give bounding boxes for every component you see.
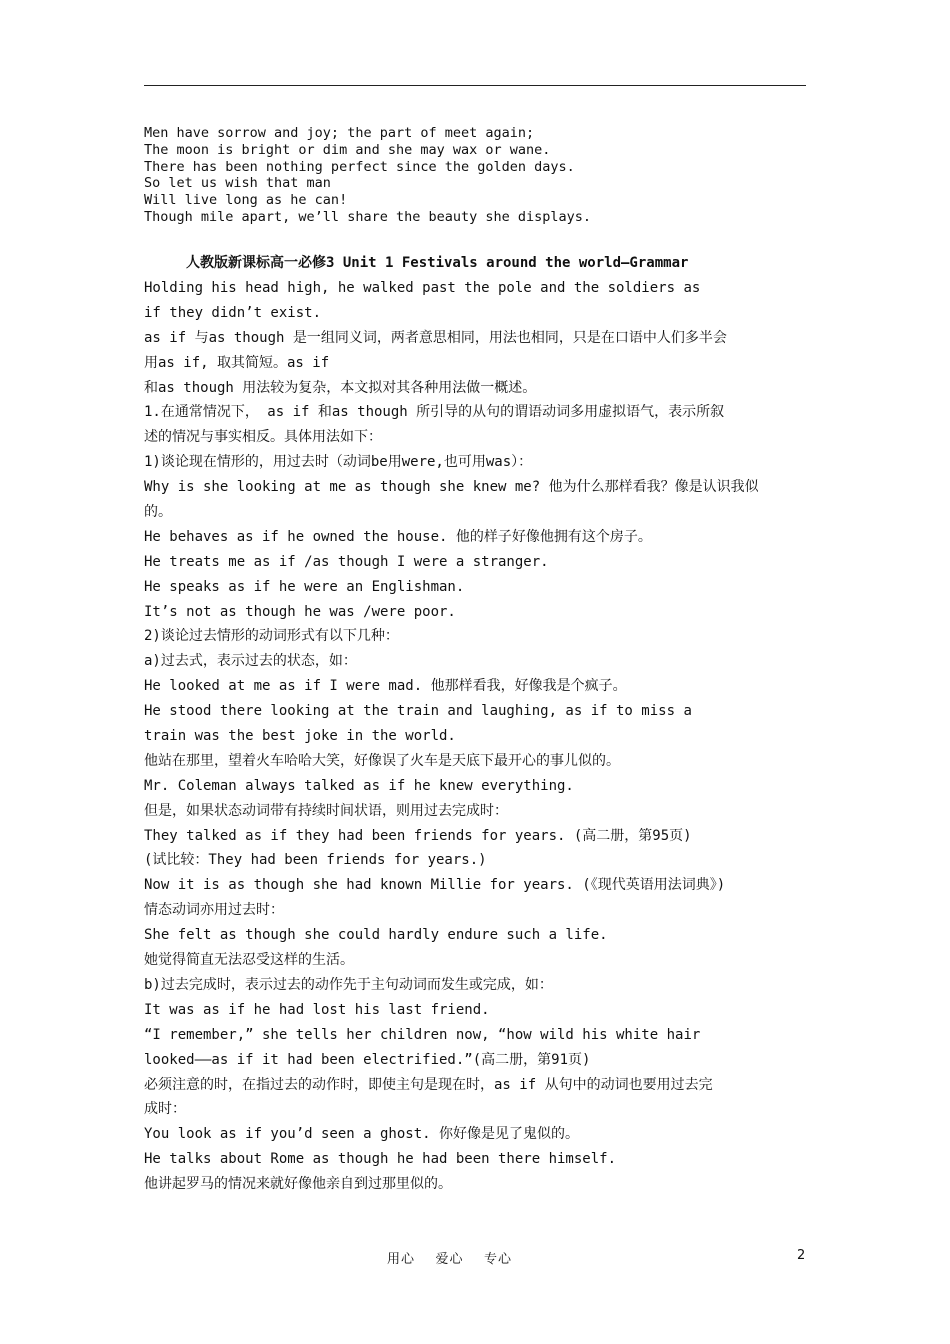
poem-block (144, 125, 806, 226)
body-line: It’s not as though he was /were poor. (144, 603, 456, 620)
poem-line: There has been nothing perfect since the golden days. (144, 158, 575, 175)
body-line: looked——as if it had been electrified.”(高二册，第91页) (144, 1051, 591, 1068)
body-line: Why is she looking at me as though she knew me? 他为什么那样看我？像是认识我似 (144, 479, 759, 496)
body-line: train was the best joke in the world. (144, 728, 456, 745)
body-line: b)过去完成时，表示过去的动作先于主句动词而发生或完成，如： (144, 976, 553, 993)
body-line: He behaves as if he owned the house. 他的样子好像他拥有这个房子。 (144, 528, 652, 545)
body-line: 述的情况与事实相反。具体用法如下： (144, 429, 382, 446)
body-line: Now it is as though she had known Millie for years. (《现代英语用法词典》) (144, 877, 726, 894)
document-title: 人教版新课标高一必修3 Unit 1 Festivals around the world—Grammar (186, 255, 689, 271)
body-line: 的。 (144, 504, 172, 521)
body-line: 1.在通常情况下， as if 和as though 所引导的从句的谓语动词多用虚拟语气，表示所叙 (144, 404, 725, 421)
poem-line: Men have sorrow and joy; the part of meet again; (144, 125, 535, 141)
body-line: He speaks as if he were an Englishman. (144, 578, 465, 595)
poem-line: The moon is bright or dim and she may wax or wane. (144, 141, 551, 158)
body-line: 她觉得简直无法忍受这样的生活。 (144, 952, 354, 969)
body-text (144, 276, 806, 1197)
body-line: She felt as though she could hardly endure such a life. (144, 927, 608, 944)
body-line: 情态动词亦用过去时： (144, 902, 284, 919)
footer-motto: 用心 爱心 专心 (387, 1252, 513, 1267)
body-line: It was as if he had lost his last friend. (144, 1001, 490, 1018)
body-line: (试比较：They had been friends for years.) (144, 852, 487, 869)
body-line: 2)谈论过去情形的动词形式有以下几种： (144, 628, 399, 645)
poem-line: Though mile apart, we’ll share the beauty she displays. (144, 208, 592, 225)
page-footer (0, 1248, 950, 1268)
body-line: You look as if you’d seen a ghost. 你好像是见了鬼似的。 (144, 1126, 580, 1143)
body-line: a)过去式，表示过去的状态，如： (144, 653, 357, 670)
body-line: 1)谈论现在情形的，用过去时（动词be用were,也可用was）： (144, 454, 533, 471)
body-line: He looked at me as if I were mad. 他那样看我，好像我是个疯子。 (144, 678, 627, 695)
body-line: Holding his head high, he walked past the pole and the soldiers as (144, 280, 701, 296)
body-line: 用as if, 取其简短。as if (144, 354, 330, 371)
body-line: as if 与as though 是一组同义词，两者意思相同，用法也相同，只是在口语中人们多半会 (144, 329, 727, 346)
body-line: 他讲起罗马的情况来就好像他亲自到过那里似的。 (144, 1176, 452, 1193)
body-line: 成时： (144, 1101, 186, 1118)
header-rule (144, 85, 806, 86)
poem-line: Will live long as he can! (144, 192, 348, 209)
body-line: “I remember,” she tells her children now, “how wild his white hair (144, 1026, 701, 1043)
page-number: 2 (797, 1248, 806, 1263)
body-line: He stood there looking at the train and laughing, as if to miss a (144, 703, 692, 720)
body-line: 必须注意的时，在指过去的动作时，即使主句是现在时，as if 从句中的动词也要用过去完 (144, 1076, 713, 1093)
body-line: if they didn’t exist. (144, 304, 322, 321)
body-line: He talks about Rome as though he had been there himself. (144, 1151, 617, 1168)
body-line: They talked as if they had been friends for years. (高二册，第95页) (144, 827, 692, 844)
body-line: Mr. Coleman always talked as if he knew everything. (144, 777, 574, 794)
body-line: 和as though 用法较为复杂，本文拟对其各种用法做一概述。 (144, 379, 537, 396)
body-line: He treats me as if /as though I were a stranger. (144, 553, 549, 570)
poem-line: So let us wish that man (144, 175, 331, 192)
body-line: 他站在那里，望着火车哈哈大笑，好像误了火车是天底下最开心的事儿似的。 (144, 752, 620, 769)
body-line: 但是，如果状态动词带有持续时间状语，则用过去完成时： (144, 802, 508, 819)
